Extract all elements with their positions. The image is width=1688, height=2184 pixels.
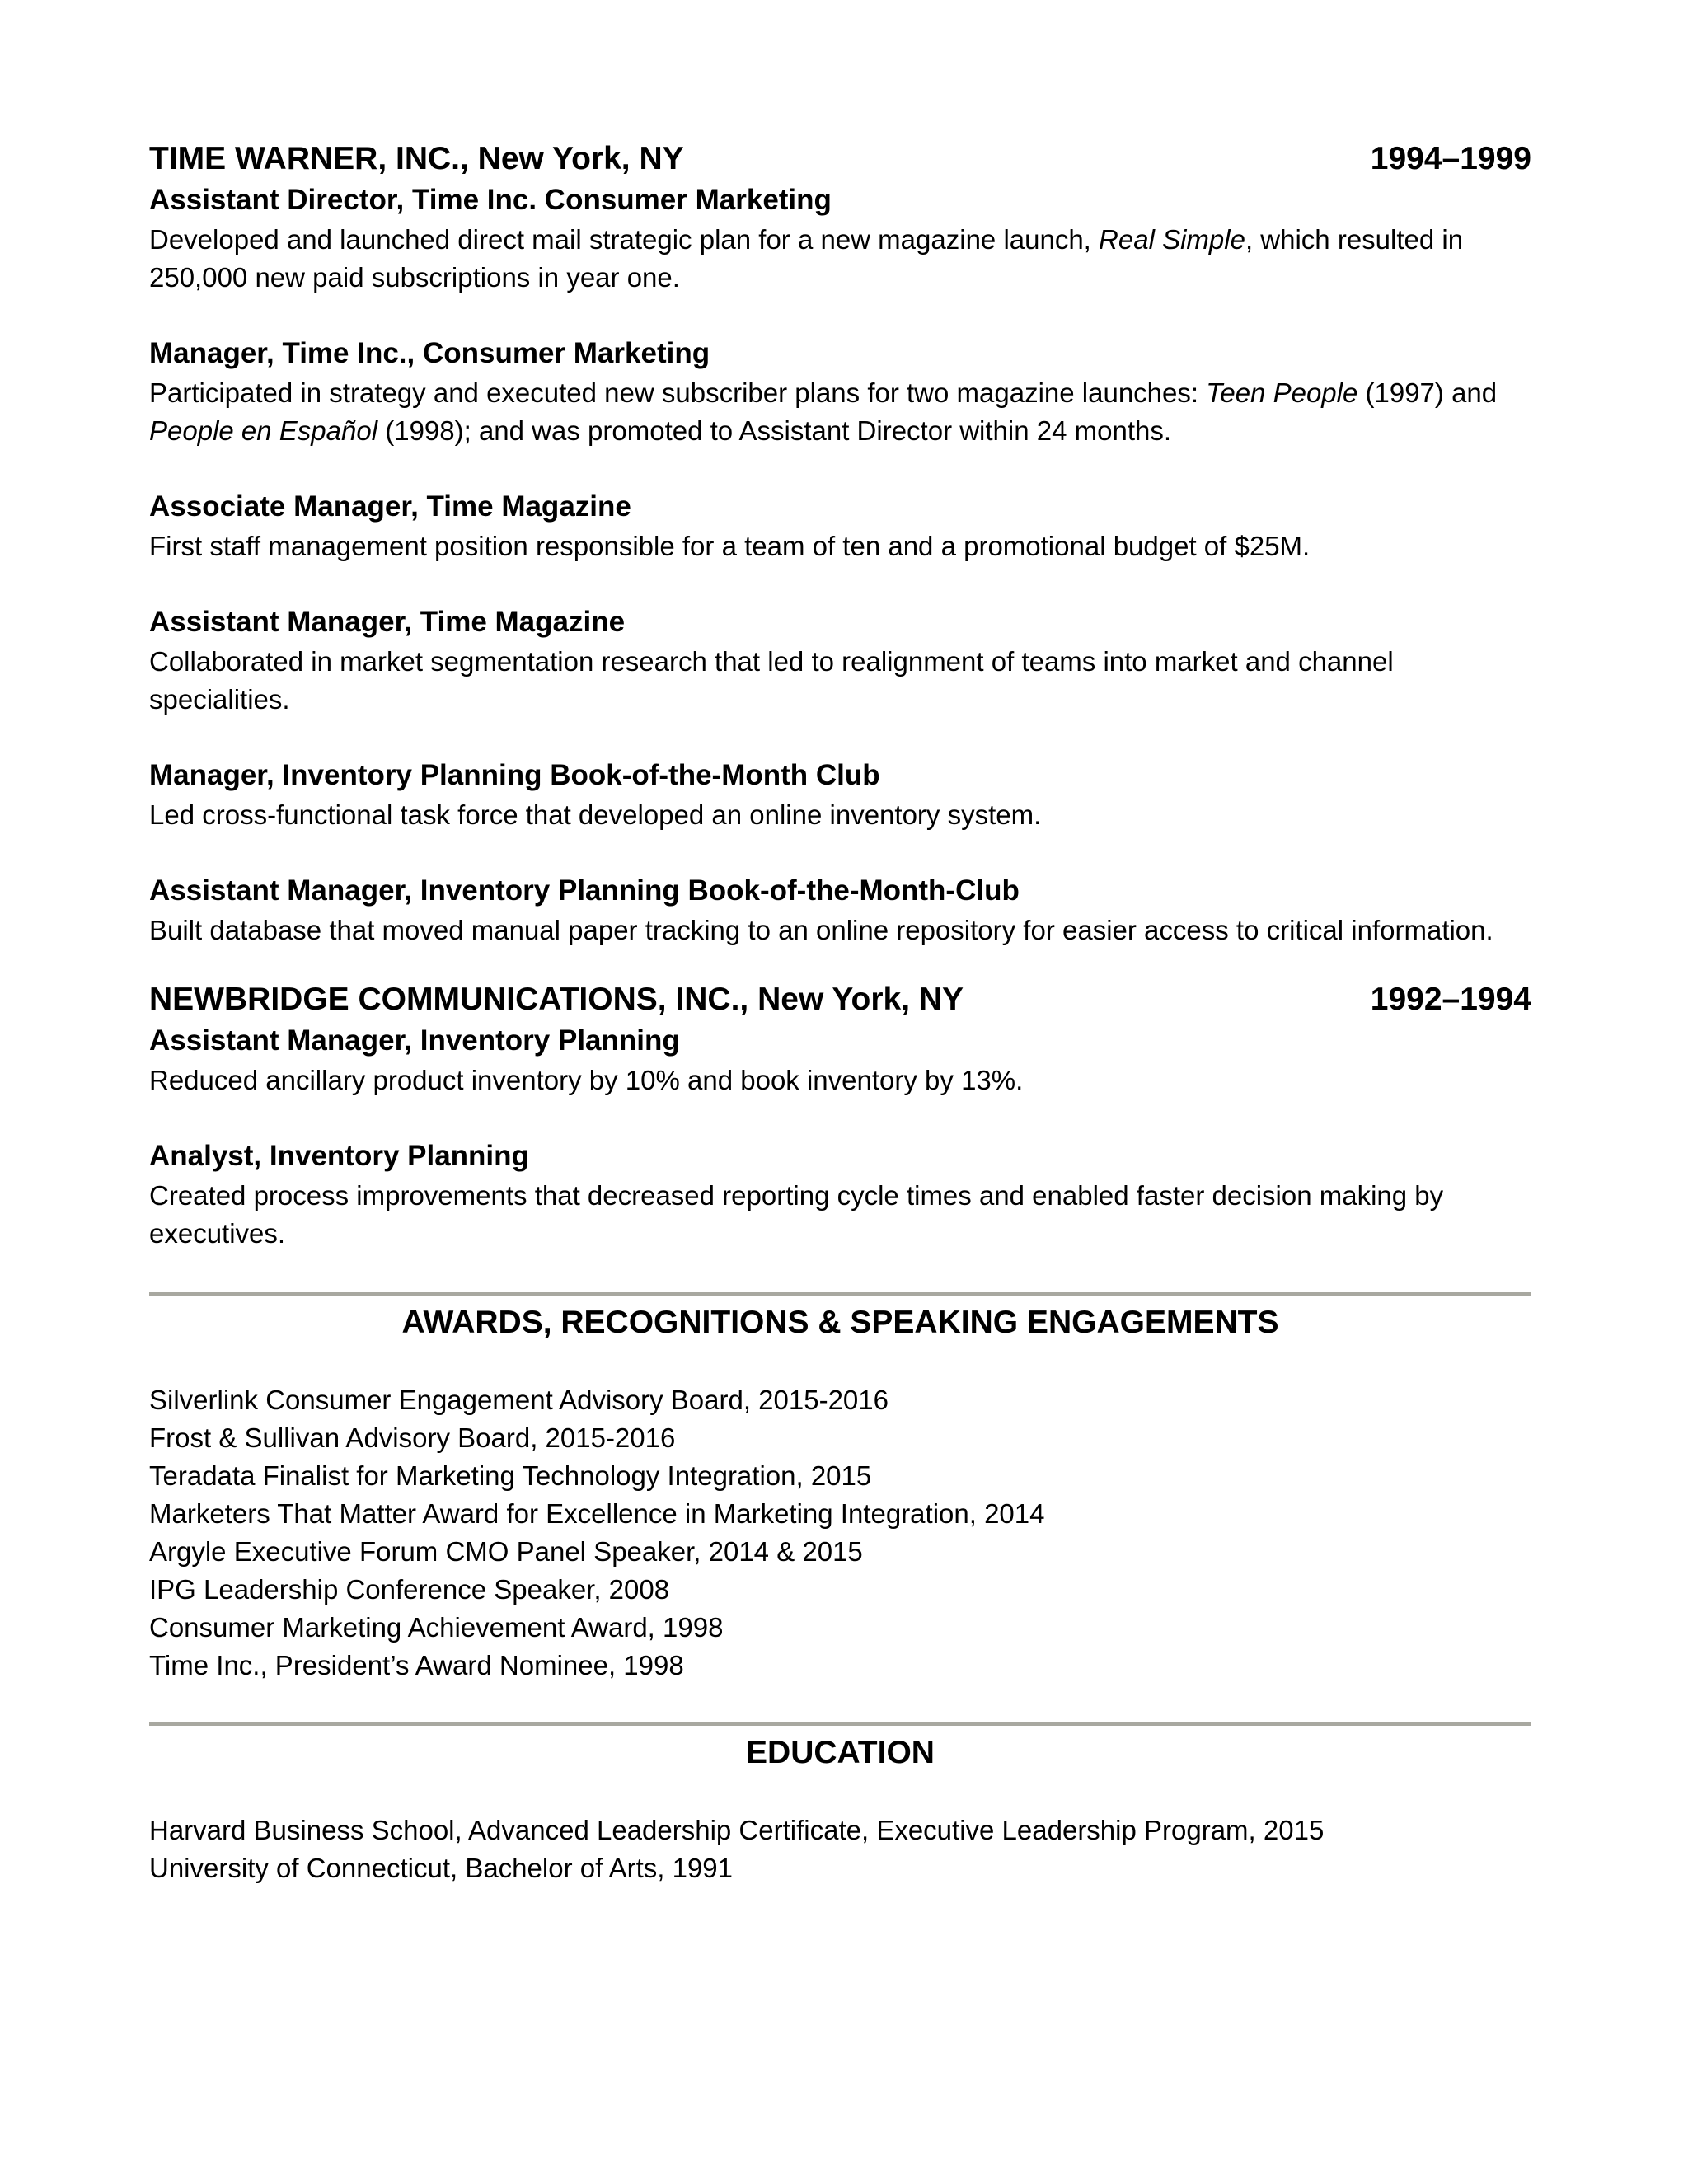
experience-time-warner (149, 138, 1531, 949)
section-divider (149, 1722, 1531, 1726)
role-title: Manager, Time Inc., Consumer Marketing (149, 337, 710, 369)
company-header (149, 979, 1531, 1020)
list-item: Marketers That Matter Award for Excellence in Marketing Integration, 2014 (149, 1498, 1045, 1529)
company-dates: 1992–1994 (1370, 982, 1531, 1017)
role-title: Associate Manager, Time Magazine (149, 490, 631, 523)
education-list (149, 1811, 1531, 1887)
role-description: First staff management position responsible for a team of ten and a promotional budget of $25M. (149, 531, 1311, 561)
role-description: Led cross-functional task force that developed an online inventory system. (149, 799, 1042, 830)
company-dates: 1994–1999 (1370, 141, 1531, 176)
role-description: Built database that moved manual paper tracking to an online repository for easier access to critical information. (149, 915, 1493, 945)
list-item: Time Inc., President’s Award Nominee, 1998 (149, 1650, 684, 1680)
role-description: Reduced ancillary product inventory by 10% and book inventory by 13%. (149, 1065, 1024, 1095)
experience-newbridge (149, 979, 1531, 1253)
role-title: Manager, Inventory Planning Book-of-the-Month Club (149, 759, 880, 791)
role-title: Assistant Manager, Inventory Planning Book-of-the-Month-Club (149, 874, 1020, 907)
role-title: Analyst, Inventory Planning (149, 1140, 529, 1172)
role-description: Created process improvements that decreased reporting cycle times and enabled faster decision making by executives. (149, 1180, 1444, 1249)
list-item: Frost & Sullivan Advisory Board, 2015-2016 (149, 1422, 676, 1453)
role-description: Participated in strategy and executed new subscriber plans for two magazine launches: Teen People (1997) and People en Español (1998); and was promoted to Assistant Director within 24 months. (149, 377, 1498, 446)
list-item: Consumer Marketing Achievement Award, 1998 (149, 1612, 724, 1643)
section-heading: EDUCATION (746, 1735, 935, 1770)
role-title: Assistant Manager, Time Magazine (149, 606, 626, 638)
list-item: IPG Leadership Conference Speaker, 2008 (149, 1574, 670, 1605)
role-title: Assistant Director, Time Inc. Consumer Marketing (149, 184, 832, 216)
list-item: University of Connecticut, Bachelor of Arts, 1991 (149, 1853, 734, 1883)
list-item: Teradata Finalist for Marketing Technology Integration, 2015 (149, 1460, 872, 1491)
company-name: NEWBRIDGE COMMUNICATIONS, INC., New York, NY (149, 982, 964, 1017)
role-description: Developed and launched direct mail strategic plan for a new magazine launch, Real Simple, which resulted in 250,000 new paid subscriptions in year one. (149, 224, 1464, 293)
education-section (149, 1732, 1531, 1887)
list-item: Harvard Business School, Advanced Leadership Certificate, Executive Leadership Program, 2015 (149, 1815, 1325, 1845)
awards-list (149, 1381, 1531, 1685)
section-heading: AWARDS, RECOGNITIONS & SPEAKING ENGAGEMENTS (401, 1305, 1279, 1340)
list-item: Silverlink Consumer Engagement Advisory Board, 2015-2016 (149, 1385, 889, 1415)
company-header (149, 138, 1531, 180)
section-divider (149, 1292, 1531, 1296)
role-title: Assistant Manager, Inventory Planning (149, 1024, 680, 1057)
company-name: TIME WARNER, INC., New York, NY (149, 141, 684, 176)
role-description: Collaborated in market segmentation research that led to realignment of teams into market and channel specialities. (149, 646, 1394, 715)
list-item: Argyle Executive Forum CMO Panel Speaker, 2014 & 2015 (149, 1536, 863, 1567)
awards-section (149, 1302, 1531, 1685)
